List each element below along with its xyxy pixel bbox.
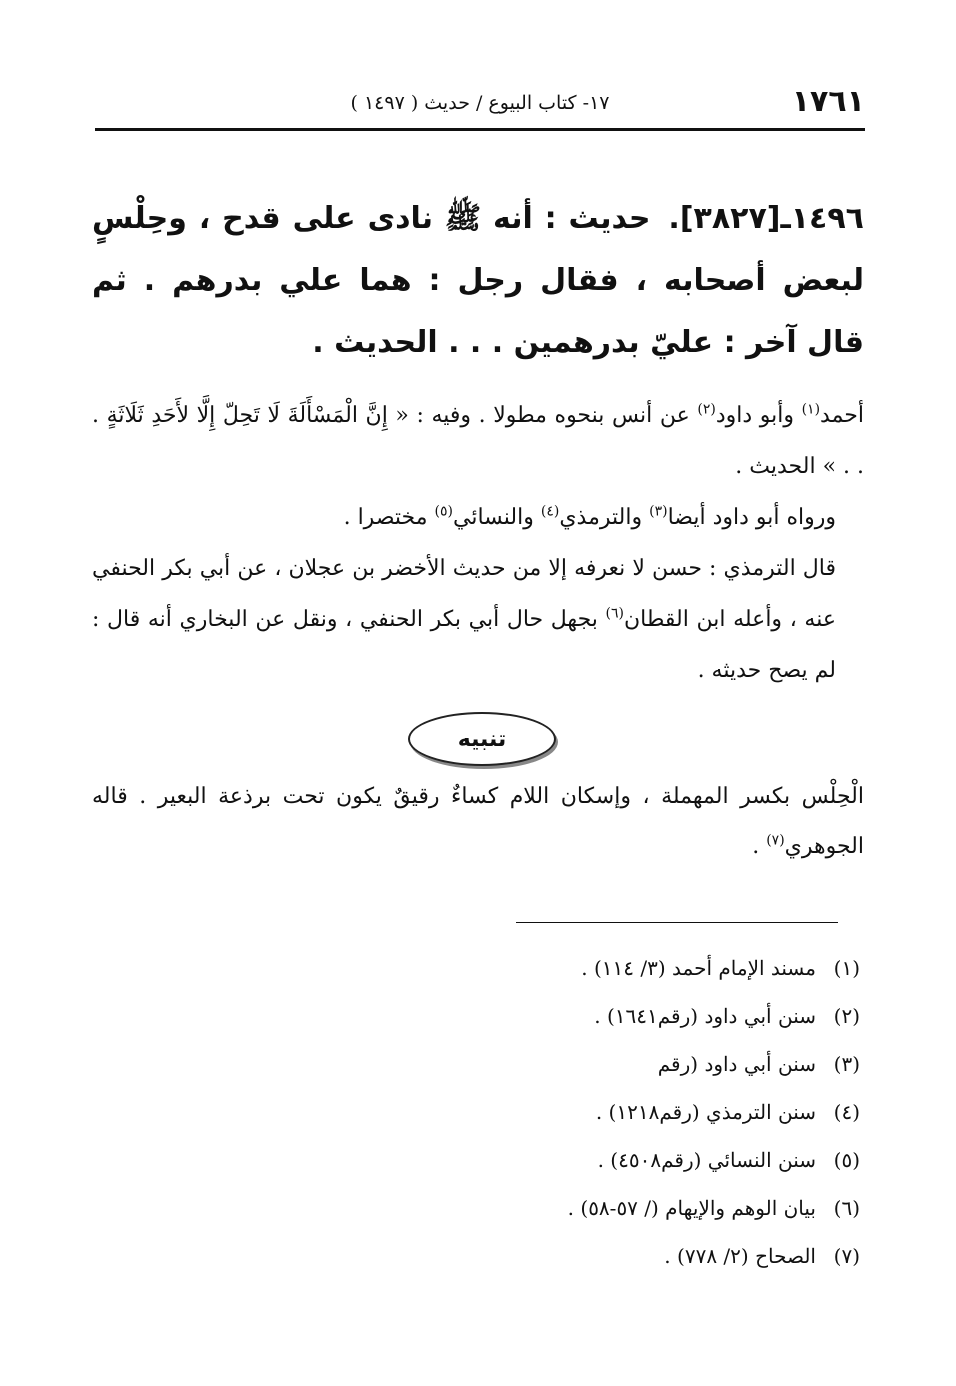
tanbih-paragraph [92, 772, 864, 872]
text-segment: قال الترمذي : حسن لا نعرفه إلا من حديث الأخضر بن عجلان ، عن أبي بكر الحنفي عنه ، وأعله ابن القطان [92, 556, 836, 632]
hadith-number: ١٤٩٦ـ[٣٨٢٧]. [668, 201, 864, 236]
footnote-item [160, 1232, 860, 1280]
commentary-paragraph-1 [92, 390, 864, 492]
tanbih-heading-row [0, 712, 956, 768]
footnote-ref-3[interactable]: (٣) [649, 503, 668, 520]
footnote-number: (٤) [833, 1100, 860, 1124]
footnote-ref-6[interactable]: (٦) [605, 605, 624, 622]
footnote-text: مسند الإمام أحمد (٣/ ١١٤) . [581, 956, 816, 980]
footnote-text: الصحاح (٢/ ٧٧٨) . [664, 1244, 816, 1268]
text-segment: والنسائي [452, 505, 541, 530]
footnote-ref-5[interactable]: (٥) [434, 503, 453, 520]
hadith-text: حديث : أنه ﷺ نادى على قدح ، وحِلْسٍ لبعض أصحابه ، فقال رجل : هما علي بدرهم . ثم قال آخر : عليّ بدرهمين . . . الحديث . [92, 201, 864, 360]
page-number: ١٧٦١ [791, 84, 865, 119]
commentary-paragraph-3 [92, 543, 864, 696]
text-segment: والترمذي [559, 505, 650, 530]
footnote-item [160, 944, 860, 992]
tanbih-note [92, 772, 864, 872]
text-segment: ورواه أبو داود أيضا [667, 505, 836, 530]
commentary-paragraph-2 [92, 492, 864, 543]
footnote-number: (٢) [833, 1004, 860, 1028]
footnote-text: سنن النسائي (رقم٤٥٠٨) . [597, 1148, 816, 1172]
footnote-number: (١) [833, 956, 860, 980]
footnote-ref-7[interactable]: (٧) [766, 832, 785, 849]
text-segment: عن أنس بنحوه مطولا . وفيه : « إِنَّ الْمَسْأَلَةَ لَا تَحِلّ إِلَّا لأَحَدِ ثَلَاثَةٍ . . . » الحديث . [92, 403, 864, 479]
footnote-number: (٧) [833, 1244, 860, 1268]
footnote-item [160, 1040, 860, 1088]
footnote-text: سنن أبي داود (رقم١٦٤١) . [594, 1004, 816, 1028]
footnote-ref-2[interactable]: (٢) [697, 401, 716, 418]
page-header [95, 78, 865, 126]
footnote-number: (٥) [833, 1148, 860, 1172]
text-segment: وأبو داود [715, 403, 802, 428]
footnote-separator [516, 922, 838, 923]
footnote-item [160, 992, 860, 1040]
text-segment: بجهل حال أبي بكر الحنفي ، ونقل عن البخاري أنه قال : لم يصح حديثه . [92, 607, 836, 683]
text-segment: الْحِلْس بكسر المهملة ، وإسكان اللام كساءٌ رقيقٌ يكون تحت برذعة البعير . قاله الجوهري [92, 784, 864, 859]
footnote-text: بيان الوهم والإيهام (/ ٥٧-٥٨) . [567, 1196, 816, 1220]
footnote-item [160, 1088, 860, 1136]
footnote-number: (٦) [833, 1196, 860, 1220]
header-rule [95, 128, 865, 131]
tanbih-label: تنبيه [457, 726, 507, 752]
commentary [92, 390, 864, 696]
footnote-text: سنن أبي داود (رقم [657, 1052, 816, 1076]
running-title: ١٧- كتاب البيوع / حديث ( ١٤٩٧ ) [350, 92, 610, 114]
text-segment: أحمد [820, 403, 865, 428]
footnotes-list [160, 944, 860, 1280]
footnote-text: سنن الترمذي (رقم١٢١٨) . [595, 1100, 816, 1124]
tanbih-badge [408, 712, 556, 766]
footnote-ref-1[interactable]: (١) [801, 401, 821, 418]
footnote-item [160, 1184, 860, 1232]
text-segment: . [752, 834, 767, 859]
hadith-block [92, 188, 864, 374]
footnote-item [160, 1136, 860, 1184]
footnote-number: (٣) [833, 1052, 860, 1076]
text-segment: مختصرا . [343, 505, 435, 530]
footnote-ref-4[interactable]: (٤) [540, 503, 560, 520]
